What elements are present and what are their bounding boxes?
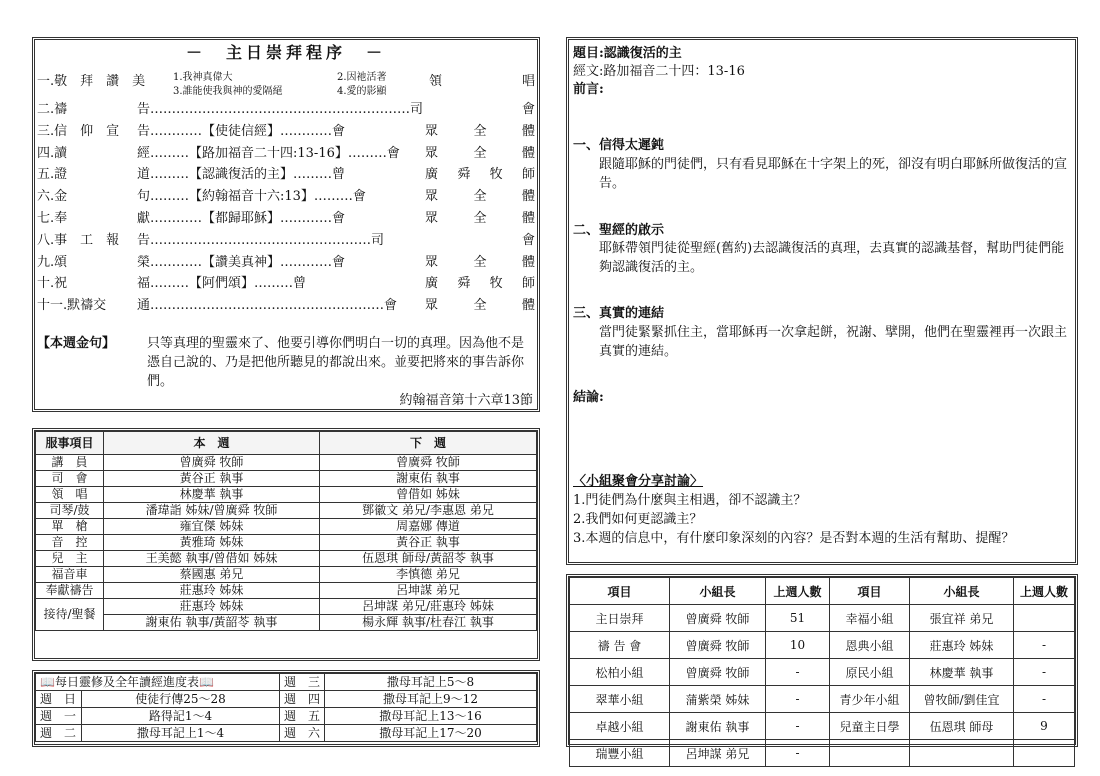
- table-row: [570, 632, 1075, 659]
- table-cell: 松柏小組: [570, 659, 670, 686]
- table-row: [36, 503, 537, 519]
- table-cell: -: [1014, 659, 1075, 686]
- order-item-detail: 福………【阿們頌】………曾: [137, 276, 307, 292]
- table-cell: 接待/聖餐: [36, 599, 104, 631]
- column-header: 下 週: [320, 432, 537, 455]
- table-cell: [1014, 605, 1075, 632]
- leader-char: 眾: [425, 123, 439, 139]
- table-cell: 黃谷正 執事: [104, 471, 320, 487]
- table-cell: 撒母耳記上17～20: [325, 725, 537, 742]
- leader-char: 體: [521, 189, 535, 205]
- table-cell: 音 控: [36, 535, 104, 551]
- table-row: [36, 599, 537, 615]
- table-cell: 撒母耳記上1～4: [82, 725, 280, 742]
- order-item-detail: 句………【約翰福音十六:13】………會: [137, 189, 366, 205]
- order-item-label: 九.頌: [37, 254, 68, 270]
- table-cell: 曾廣舜 牧師: [670, 632, 766, 659]
- table-cell: 司 會: [36, 471, 104, 487]
- table-cell: 翠華小組: [570, 686, 670, 713]
- table-cell: 曾廣舜 牧師: [670, 659, 766, 686]
- table-cell: 路得記1～4: [82, 708, 280, 725]
- order-item-label: 一.敬 拜 讚 美: [37, 74, 146, 89]
- order-item-detail: 獻…………【都歸耶穌】…………會: [137, 211, 346, 226]
- leader-char: 全: [473, 298, 487, 314]
- table-cell: 伍恩琪 師母/黃韶苓 執事: [320, 551, 537, 567]
- table-cell: 週 日: [36, 691, 82, 708]
- table-cell: 原民小組: [830, 659, 910, 686]
- table-cell: 蔡國惠 弟兄: [104, 567, 320, 583]
- table-cell: 伍恩琪 師母: [910, 713, 1014, 740]
- order-row: [37, 185, 535, 206]
- table-cell: 青少年小組: [830, 686, 910, 713]
- table-cell: 呂坤謀 弟兄: [320, 583, 537, 599]
- table-cell: 蒲紫榮 姊妹: [670, 686, 766, 713]
- leader-char: 會: [521, 232, 535, 248]
- column-header: 小組長: [910, 578, 1014, 605]
- table-cell: 曾廣舜 牧師: [670, 605, 766, 632]
- order-of-service-panel: [32, 37, 540, 412]
- table-cell: 曾借如 姊妹: [320, 487, 537, 503]
- table-row: [36, 725, 537, 742]
- small-groups-table: [569, 577, 1075, 767]
- leader-char: 舜: [457, 167, 471, 183]
- table-cell: 李慎德 弟兄: [320, 567, 537, 583]
- leader-char: 牧: [489, 167, 503, 183]
- table-cell: -: [766, 740, 830, 767]
- table-row: [36, 519, 537, 535]
- table-cell: 王美懿 執事/曾借如 姊妹: [104, 551, 320, 567]
- hymn-3: 3.誰能使我與神的愛隔絕: [173, 86, 283, 97]
- table-cell: 林慶華 執事: [910, 659, 1014, 686]
- table-row: [570, 605, 1075, 632]
- table-cell: 謝東佑 執事: [320, 471, 537, 487]
- table-cell: 撒母耳記上13～16: [325, 708, 537, 725]
- table-cell: 呂坤謀 弟兄: [670, 740, 766, 767]
- table-cell: 主日崇拜: [570, 605, 670, 632]
- table-cell: 兒童主日學: [830, 713, 910, 740]
- conclusion-label: 結論:: [573, 390, 604, 405]
- leader-char: 全: [473, 189, 487, 205]
- table-cell: -: [1014, 686, 1075, 713]
- table-row: [570, 686, 1075, 713]
- table-cell: 呂坤謀 弟兄/莊惠玲 姊妹: [320, 599, 537, 615]
- order-item-detail: 道………【認識復活的主】………曾: [137, 167, 346, 183]
- leader-char: 會: [521, 102, 535, 117]
- order-item-leader: [425, 272, 535, 291]
- golden-verse-text: 只等真理的聖靈來了、他要引導你們明白一切的真理。因為他不是憑自己說的、乃是把他所聽見的都說出來。並要把將來的事告訴你們。: [147, 336, 525, 389]
- order-row: [37, 251, 535, 272]
- leader-char: 師: [521, 276, 535, 292]
- table-cell: 51: [766, 605, 830, 632]
- leader-char: 體: [521, 211, 535, 226]
- table-cell: [1014, 740, 1075, 767]
- table-cell: 10: [766, 632, 830, 659]
- table-cell: 奉獻禱告: [36, 583, 104, 599]
- order-row-worship: [37, 70, 535, 97]
- table-cell: 週 六: [280, 725, 325, 742]
- table-cell: 恩典小組: [830, 632, 910, 659]
- order-row: [37, 272, 535, 293]
- table-cell: 週 一: [36, 708, 82, 725]
- order-item-label: 四.讀: [37, 145, 68, 161]
- hymn-2: 2.因祂活著: [337, 72, 387, 83]
- table-row: [36, 691, 537, 708]
- order-item-leader: [425, 98, 535, 117]
- discussion-q1: 1.門徒們為什麼與主相遇，卻不認識主？: [573, 493, 807, 508]
- table-cell: 週 四: [280, 691, 325, 708]
- leader-char: 體: [521, 145, 535, 161]
- table-cell: 領 唱: [36, 487, 104, 503]
- column-header: 項目: [570, 578, 670, 605]
- table-cell: 9: [1014, 713, 1075, 740]
- table-cell: 幸福小組: [830, 605, 910, 632]
- order-item-label: 三.信 仰 宣: [37, 123, 120, 139]
- table-cell: 潘瑋詣 姊妹/曾廣舜 牧師: [104, 503, 320, 519]
- leader-char: 廣: [425, 276, 439, 292]
- reading-plan-panel: [32, 670, 540, 747]
- table-row: [36, 487, 537, 503]
- leader-char: 牧: [489, 276, 503, 292]
- sermon-scripture: 經文:路加福音二十四：13-16: [573, 64, 745, 79]
- column-header: 項目: [830, 578, 910, 605]
- groups-header-row: [570, 578, 1075, 605]
- table-cell: [830, 740, 910, 767]
- order-item-detail: 榮…………【讚美真神】…………會: [137, 254, 346, 270]
- point-3-heading: 三、真實的連結: [573, 306, 665, 321]
- order-item-detail: 通………………………………………………會: [137, 298, 398, 314]
- table-cell: 莊惠玲 姊妹: [910, 632, 1014, 659]
- order-item-leader: [425, 142, 535, 161]
- reading-plan-title: 📖每日靈修及全年讀經進度表📖: [36, 674, 280, 691]
- order-title: － 主日崇拜程序 －: [185, 43, 386, 62]
- table-cell: 曾廣舜 牧師: [104, 455, 320, 471]
- order-item-label: 二.禱: [37, 102, 68, 117]
- table-cell: 雍宜傑 姊妹: [104, 519, 320, 535]
- table-row: [36, 455, 537, 471]
- order-item-detail: 告……………………………………………………司: [137, 102, 423, 117]
- table-row: [36, 708, 537, 725]
- table-cell: 講 員: [36, 455, 104, 471]
- order-row: [37, 120, 535, 141]
- order-item-leader: [425, 294, 535, 313]
- point-1-heading: 一、信得太遲鈍: [573, 138, 665, 153]
- hymn-1: 1.我神真偉大: [173, 72, 233, 83]
- table-cell: 週 五: [280, 708, 325, 725]
- table-row: [36, 471, 537, 487]
- table-cell: 曾廣舜 牧師: [320, 455, 537, 471]
- table-cell: -: [766, 686, 830, 713]
- leader-char: 體: [521, 254, 535, 270]
- sermon-title: 題目:認識復活的主: [573, 46, 682, 61]
- hymn-4: 4.愛的影顯: [337, 86, 387, 97]
- leader-char: 舜: [457, 276, 471, 292]
- order-item-label: 八.事 工 報: [37, 232, 120, 248]
- table-row: [36, 551, 537, 567]
- table-cell: 楊永輝 執事/杜春江 執事: [320, 615, 537, 631]
- order-row: [37, 207, 535, 228]
- point-2-body: 耶穌帶領門徒從聖經(舊約)去認識復活的真理，去真實的認識基督，幫助門徒們能夠認識復活的主。: [599, 241, 1065, 275]
- leader-char: 眾: [425, 298, 439, 314]
- golden-verse-label: 【本週金句】: [37, 336, 116, 351]
- leader-char: 全: [473, 145, 487, 161]
- leader-char: 全: [473, 123, 487, 139]
- discussion-q3: 3.本週的信息中，有什麼印象深刻的內容？是否對本週的生活有幫助、提醒？: [573, 531, 1015, 546]
- point-2-heading: 二、聖經的啟示: [573, 223, 665, 238]
- table-cell: 週 三: [280, 674, 325, 691]
- table-cell: 周嘉娜 傳道: [320, 519, 537, 535]
- discussion-heading: 〈小組聚會分享討論〉: [573, 474, 704, 489]
- leader-char: 眾: [425, 254, 439, 270]
- column-header: 小組長: [670, 578, 766, 605]
- leader-char: 全: [473, 211, 487, 226]
- sermon-notes-panel: [566, 37, 1078, 565]
- table-cell: [910, 740, 1014, 767]
- order-item-leader: [425, 229, 535, 248]
- table-cell: 林慶華 執事: [104, 487, 320, 503]
- column-header: 本 週: [104, 432, 320, 455]
- table-cell: 司琴/鼓: [36, 503, 104, 519]
- order-item-leader: [425, 251, 535, 270]
- order-person: 唱: [521, 74, 535, 89]
- order-row: [37, 163, 535, 184]
- table-cell: 福音車: [36, 567, 104, 583]
- order-row: [37, 294, 535, 315]
- table-cell: 卓越小組: [570, 713, 670, 740]
- table-row: [36, 535, 537, 551]
- discussion-q2: 2.我們如何更認識主？: [573, 512, 703, 527]
- leader-char: 眾: [425, 189, 439, 205]
- column-header: 上週人數: [766, 578, 830, 605]
- order-item-leader: [425, 185, 535, 204]
- sermon-intro: 前言:: [573, 82, 604, 97]
- table-cell: 使徒行傳25～28: [82, 691, 280, 708]
- leader-char: 體: [521, 298, 535, 314]
- order-item-label: 十.祝: [37, 276, 68, 292]
- table-row: [36, 674, 537, 691]
- order-item-leader: [425, 120, 535, 139]
- table-cell: 曾牧師/劉佳宜: [910, 686, 1014, 713]
- order-item-detail: 告…………【使徒信經】…………會: [137, 123, 346, 139]
- table-cell: 鄧徽文 弟兄/李惠恩 弟兄: [320, 503, 537, 519]
- ministry-schedule-panel: [32, 428, 540, 661]
- table-row: [570, 740, 1075, 767]
- order-item-label: 五.證: [37, 167, 68, 183]
- table-cell: 撒母耳記上9～12: [325, 691, 537, 708]
- leader-char: 眾: [425, 211, 439, 226]
- table-cell: 瑞豐小組: [570, 740, 670, 767]
- table-cell: 張宜祥 弟兄: [910, 605, 1014, 632]
- table-row: [570, 659, 1075, 686]
- table-cell: 黃谷正 執事: [320, 535, 537, 551]
- table-cell: 撒母耳記上5～8: [325, 674, 537, 691]
- leader-char: 師: [521, 167, 535, 183]
- order-item-leader: [425, 163, 535, 182]
- table-cell: 週 二: [36, 725, 82, 742]
- leader-char: 全: [473, 254, 487, 270]
- point-1-body: 跟隨耶穌的門徒們，只有看見耶穌在十字架上的死，卻沒有明白耶穌所做復活的宣告。: [599, 157, 1068, 191]
- leader-char: 眾: [425, 145, 439, 161]
- table-cell: 莊惠玲 姊妹: [104, 583, 320, 599]
- table-cell: 黃雅琦 姊妹: [104, 535, 320, 551]
- column-header: 上週人數: [1014, 578, 1075, 605]
- table-cell: -: [766, 713, 830, 740]
- order-item-label: 十一.默禱交: [37, 298, 107, 314]
- table-cell: 莊惠玲 姊妹: [104, 599, 320, 615]
- table-row: [36, 567, 537, 583]
- small-groups-panel: [566, 574, 1078, 761]
- table-cell: 謝東佑 執事: [670, 713, 766, 740]
- leader-char: 體: [521, 123, 535, 139]
- table-row: [36, 583, 537, 599]
- order-role: 領: [429, 74, 443, 89]
- column-header: 服事項目: [36, 432, 104, 455]
- order-row: [37, 229, 535, 250]
- golden-verse-reference: 約翰福音第十六章13節: [399, 393, 533, 408]
- order-item-label: 七.奉: [37, 211, 68, 226]
- leader-char: 廣: [425, 167, 439, 183]
- table-row: [570, 713, 1075, 740]
- order-item-label: 六.金: [37, 189, 68, 205]
- point-3-body: 當門徒緊緊抓住主，當耶穌再一次拿起餅，祝謝、擘開，他們在聖靈裡再一次跟主真實的連結。: [599, 325, 1068, 359]
- table-cell: -: [1014, 632, 1075, 659]
- ministry-table: [35, 431, 537, 631]
- table-row: [36, 615, 537, 631]
- table-cell: 謝東佑 執事/黃韶苓 執事: [104, 615, 320, 631]
- table-cell: 兒 主: [36, 551, 104, 567]
- order-item-leader: [425, 207, 535, 226]
- ministry-header-row: [36, 432, 537, 455]
- table-cell: 單 槍: [36, 519, 104, 535]
- order-row: [37, 98, 535, 119]
- order-item-detail: 告……………………………………………司: [137, 232, 385, 248]
- order-item-detail: 經………【路加福音二十四:13-16】………會: [137, 145, 400, 161]
- reading-plan-table: [35, 673, 537, 742]
- table-cell: -: [766, 659, 830, 686]
- table-cell: 禱 告 會: [570, 632, 670, 659]
- order-row: [37, 142, 535, 163]
